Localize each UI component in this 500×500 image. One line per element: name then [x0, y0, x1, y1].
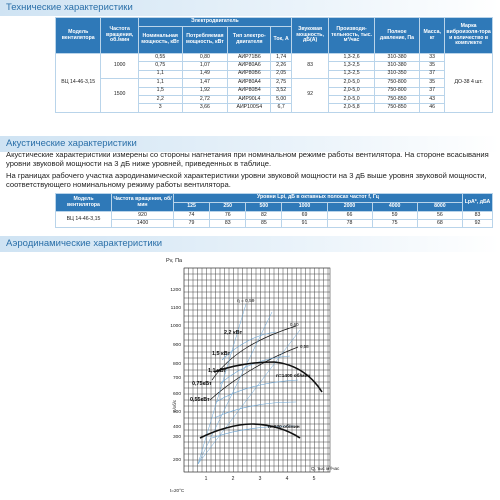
cell-speed: 1000: [101, 54, 138, 79]
cell: 1,47: [182, 79, 228, 87]
acoustic-paragraph-2: На границах рабочего участка аэродинамической характеристики уровни звуковой мощности на 3 дБ выше уровня звуковой мощности, соответствующего номинальному режиму работы вентилятора.: [6, 171, 487, 190]
cell: АИР80А4: [228, 79, 271, 87]
label-power-0-75kw: 0,75кВт: [192, 381, 212, 387]
th-current: Ток, А: [271, 27, 291, 54]
cell: 2,2: [138, 95, 182, 103]
cell: 43: [420, 95, 445, 103]
th-speed: Частота вращения, об/мин: [112, 194, 174, 212]
th-sound: Звуковая мощность, дБ(А): [291, 18, 328, 54]
label-speed-1400: n=1400 об/мин: [276, 374, 311, 379]
th-freq: 2000: [327, 203, 372, 212]
cell: 1,3-2,5: [329, 62, 374, 70]
cell: 37: [420, 70, 445, 78]
cell: 69: [282, 212, 327, 220]
th-freq: 125: [174, 203, 210, 212]
th-motor: Электродвигатель: [138, 18, 291, 27]
label-power-1-5kw: 1,5 кВт: [212, 351, 231, 357]
cell: 3,52: [271, 87, 291, 95]
cell: 78: [327, 220, 372, 228]
th-nom-power: Номинальная мощность, кВт: [138, 27, 182, 54]
th-freq: 8000: [417, 203, 462, 212]
cell: 2,0-5,0: [329, 95, 374, 103]
cell: 74: [174, 212, 210, 220]
cell: 59: [372, 212, 417, 220]
y-tick: 200: [172, 458, 181, 463]
th-vibro: Марка виброизоля-тора и количество в комплекте: [445, 18, 493, 54]
th-mass: Масса, кг: [420, 18, 445, 54]
cell: 1,92: [182, 87, 228, 95]
cell: 1,49: [182, 70, 228, 78]
y-tick: 700: [172, 376, 181, 381]
label-power-2-2kw: 2,2 кВт: [224, 330, 243, 336]
cell: АИР80А6: [228, 62, 271, 70]
x-tick: 1: [204, 476, 208, 482]
table-row: [56, 212, 493, 220]
cell: АИР80В6: [228, 70, 271, 78]
th-cons-power: Потребляемая мощность, кВт: [182, 27, 228, 54]
cell: 76: [210, 212, 246, 220]
cell: 68: [417, 220, 462, 228]
power-curve-0-75kw: [214, 402, 296, 418]
cell: АИР71В6: [228, 54, 271, 62]
th-model: Модель вентилятора: [56, 18, 101, 54]
y-tick: 500: [172, 410, 181, 415]
cell: 1,1: [138, 79, 182, 87]
power-curve-1-1kw: [216, 380, 298, 402]
side-axis-label: n/об/с: [172, 399, 177, 412]
cell: 0,75: [138, 62, 182, 70]
y-tick: 1200: [170, 288, 181, 293]
cell-sound: 92: [291, 79, 328, 113]
y-tick: 1000: [170, 324, 181, 329]
cell: 1,07: [182, 62, 228, 70]
cell: 37: [420, 87, 445, 95]
cell: 0,80: [182, 54, 228, 62]
th-levels: Уровни Lpi, дБ в октавных полосах частот f, Гц: [174, 194, 463, 203]
cell: 0,55: [138, 54, 182, 62]
cell-model: ВЦ 14-46-3,15: [56, 212, 112, 228]
cell: 920: [112, 212, 174, 220]
cell: 2,75: [271, 79, 291, 87]
cell: 6,7: [271, 104, 291, 112]
cell: 83: [463, 212, 493, 220]
x-tick: 3: [258, 476, 262, 482]
th-freq: 250: [210, 203, 246, 212]
cell: АИР80В4: [228, 87, 271, 95]
cell: 75: [372, 220, 417, 228]
th-total: LpA*, дБА: [463, 194, 493, 212]
cell: 35: [420, 79, 445, 87]
cell: АИР90L4: [228, 95, 271, 103]
cell: 1,3-2,5: [329, 70, 374, 78]
cell: 56: [417, 212, 462, 220]
cell: 1400: [112, 220, 174, 228]
cell: 66: [327, 212, 372, 220]
cell: 2,05: [271, 70, 291, 78]
th-pressure: Полное давление, Па: [374, 18, 419, 54]
y-tick: 300: [172, 435, 181, 440]
label-power-1-1kw: 1,1 кВт: [208, 368, 227, 374]
cell: 310-350: [374, 70, 419, 78]
x-tick: 5: [312, 476, 316, 482]
th-model: Модель вентилятора: [56, 194, 112, 212]
cell: 82: [246, 212, 282, 220]
cell-vibro: ДО-38 4 шт.: [445, 54, 493, 113]
table-row: [56, 54, 493, 62]
cell: 2,26: [271, 62, 291, 70]
acoustic-table: [55, 193, 493, 228]
th-freq: 4000: [372, 203, 417, 212]
y-ticks: [170, 287, 181, 463]
th-freq: 500: [246, 203, 282, 212]
x-ticks: [205, 476, 316, 482]
cell: 2,0-5,0: [329, 87, 374, 95]
cell: 2,72: [182, 95, 228, 103]
cell: 46: [420, 104, 445, 112]
cell: 1,74: [271, 54, 291, 62]
cell: 79: [174, 220, 210, 228]
tech-section-title: Технические характеристики: [0, 0, 500, 16]
y-tick: 1100: [170, 306, 181, 311]
cell: 85: [246, 220, 282, 228]
cell-speed: 1500: [101, 79, 138, 113]
aero-chart: [0, 252, 500, 500]
y-tick: 800: [172, 362, 181, 367]
chart-grid: [184, 268, 330, 472]
cell: 750-850: [374, 95, 419, 103]
th-flow: Производи-тельность, тыс. м³/час: [329, 18, 374, 54]
label-eta: η = 0,59: [237, 299, 255, 304]
th-motor-type: Тип электро-двигателя: [228, 27, 271, 54]
cell: 750-800: [374, 79, 419, 87]
cell: 35: [420, 62, 445, 70]
cell: 750-800: [374, 87, 419, 95]
cell: 310-380: [374, 54, 419, 62]
x-axis-label: Q, тыс м³/час: [311, 466, 340, 471]
cell: 1,5: [138, 87, 182, 95]
table-row: [56, 79, 493, 87]
cell: 1,1: [138, 70, 182, 78]
acoustic-section-title: Акустические характеристики: [0, 136, 500, 152]
cell-model: ВЦ 14-46-3,15: [56, 54, 101, 113]
temperature-label: t=20°С: [170, 488, 185, 493]
cell: 3: [138, 104, 182, 112]
cell: 1,3-2,6: [329, 54, 374, 62]
label-speed-920: n=920 об/мин: [268, 425, 300, 430]
y-tick: 600: [172, 392, 181, 397]
label-efficiency-0-58: 0,58: [300, 344, 309, 349]
cell: 92: [463, 220, 493, 228]
cell: 2,0-5,8: [329, 104, 374, 112]
x-tick: 4: [285, 476, 289, 482]
table-row: [56, 220, 493, 228]
cell: 91: [282, 220, 327, 228]
cell: 5,00: [271, 95, 291, 103]
cell: 33: [420, 54, 445, 62]
cell: АИР100S4: [228, 104, 271, 112]
cell: 750-850: [374, 104, 419, 112]
x-tick: 2: [231, 476, 235, 482]
cell: 2,0-5,0: [329, 79, 374, 87]
cell: 83: [210, 220, 246, 228]
tech-table: [55, 17, 493, 113]
label-efficiency-0-60: 0,60: [290, 322, 299, 327]
y-axis-label: Pv, Па: [166, 258, 183, 264]
th-freq: 1000: [282, 203, 327, 212]
cell: 3,66: [182, 104, 228, 112]
y-tick: 400: [172, 425, 181, 430]
cell: 310-380: [374, 62, 419, 70]
aero-section-title: Аэродинамические характеристики: [0, 236, 500, 252]
cell-sound: 83: [291, 54, 328, 79]
y-tick: 900: [172, 343, 181, 348]
label-power-0-55kw: 0,55кВт: [190, 397, 210, 403]
th-speed: Частота вращения, об./мин: [101, 18, 138, 54]
acoustic-paragraph-1: Акустические характеристики измерены со стороны нагнетания при номинальном режиме работы вентилятора. На стороне всасывания уровни звуковой мощности на 3 дБ ниже уровней, приведенных в таблице.: [6, 150, 489, 169]
